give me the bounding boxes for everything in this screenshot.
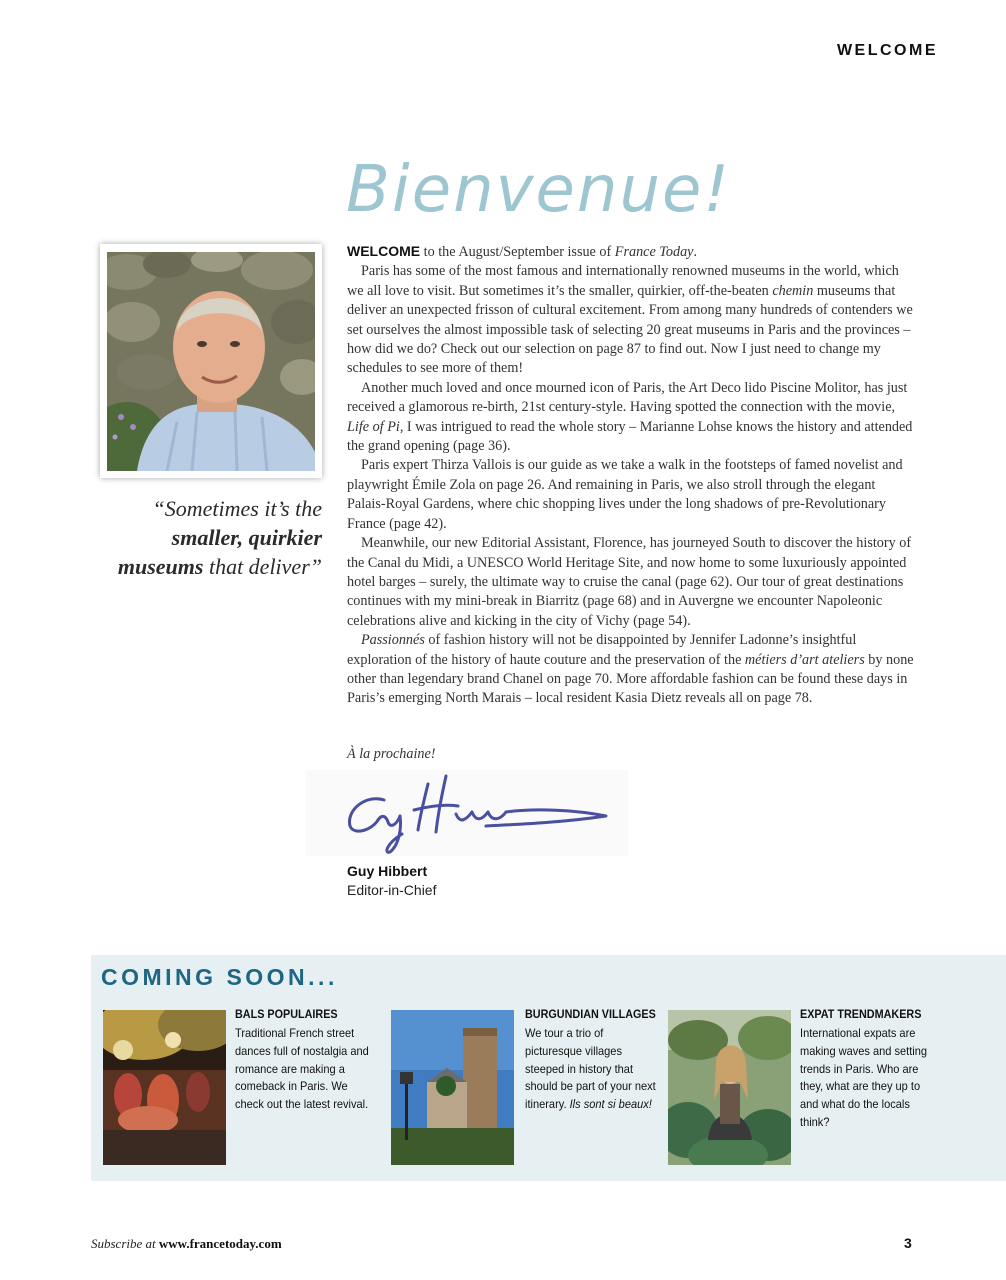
letter-italic: métiers d’art ateliers [744,651,865,668]
teaser-heading: BALS POPULAIRES [235,1007,338,1021]
pull-quote-emphasis: museums [117,554,204,579]
subscribe-prefix: Subscribe at [91,1236,156,1251]
teaser-heading: EXPAT TRENDMAKERS [800,1007,922,1021]
magazine-title: France Today [614,244,694,260]
letter-text: Paris has some of the most famous and internationally renowned museums in the world, which we all love to visit. But sometimes it’s the smaller, quirkier, off-the-beaten [347,263,899,299]
letter-text: museums that deliver an unexpected frisson of cultural excitement. From among many hundreds of contenders we set ourselves the almost impossible task of selecting 20 great museums in Paris and the provinces – how did we do? Check out our selection on page 87 to find out. Now I just need to change my schedules to see more of them! [347,282,913,377]
coming-soon-title: COMING SOON... [101,964,338,990]
teaser-body: Traditional French street dances full of nostalgia and romance are making a comeback in Paris. We check out the latest revival. [235,1026,369,1112]
letter-text: Another much loved and once mourned icon of Paris, the Art Deco lido Piscine Molitor, has just received a glamorous re-birth, 21st century-style. Having spotted the connection with the movie, [347,379,908,416]
letter-paragraph [347,242,917,262]
letter-italic: chemin [772,282,814,299]
expat-trendmakers-photo [668,1010,791,1165]
pull-quote-line3: that deliver” [208,554,322,579]
letter-text: by none other than legendary brand Chanel on page 70. More affordable fashion can be found these days in Paris’s emerging North Marais – local resident Kasia Dietz reveals all on page 78. [347,651,914,707]
editor-letter [347,242,917,709]
teaser-body: International expats are making waves and setting trends in Paris. Who are they, what are they up to and what do the locals think? [800,1026,928,1129]
letter-paragraph: Paris expert Thirza Vallois is our guide as we take a walk in the footsteps of famed novelist and playwright Émile Zola on page 26. And remaining in Paris, we also stroll through the elegant Palais-Royal Gardens, where chic shopping lives under the long shadows of pre-Revolutionary France (page 42). [347,457,903,532]
page-number: 3 [904,1235,912,1251]
teaser-heading: BURGUNDIAN VILLAGES [525,1007,656,1021]
letter-text: to the August/September issue of [420,244,615,260]
letter-text: , I was intrigued to read the whole story – Marianne Lohse knows the history and attended the grand opening (page 36). [347,418,913,455]
letter-lead: WELCOME [347,243,421,259]
teaser-italic: Ils sont si beaux! [569,1097,652,1112]
letter-paragraph [347,631,917,709]
subscribe-url[interactable]: www.francetoday.com [158,1236,282,1251]
teaser-body: We tour a trio of picturesque villages steeped in history that should be part of your next itinerary. [525,1026,656,1112]
sign-off: À la prochaine! [347,746,436,762]
letter-text: . [693,244,698,260]
subscribe-line [91,1236,282,1252]
pull-quote-line1: “Sometimes it’s the [152,496,322,521]
pull-quote-line2: smaller, quirkier [171,525,322,550]
letter-text: of fashion history will not be disappointed by Jennifer Ladonne’s insightful exploration of the history of haute couture and the preservation of the [347,632,857,668]
letter-italic: Life of Pi [347,418,400,435]
handwritten-signature [306,770,628,856]
coming-soon-panel [91,955,1006,1181]
letter-paragraph [347,379,917,457]
editor-name: Guy Hibbert [347,863,428,879]
letter-paragraph [347,262,917,378]
teaser-text [525,1025,661,1114]
teaser-text [235,1025,371,1114]
letter-italic: Passionnés [361,632,425,649]
editor-title: Editor-in-Chief [347,882,437,898]
headline: Bienvenue! [346,153,732,227]
teaser-text [800,1025,936,1132]
pull-quote [60,494,322,581]
burgundian-villages-photo [391,1010,514,1165]
bals-populaires-photo [103,1010,226,1165]
letter-paragraph: Meanwhile, our new Editorial Assistant, Florence, has journeyed South to discover the history of the Canal du Midi, a UNESCO World Heritage Site, and now home to some luxuriously appointed hotel barges – surely, the ultimate way to cruise the canal (page 62). Our tour of great destinations continues with my mini-break in Biarritz (page 68) and in Auvergne we encounter Napoleonic celebrations alive and kicking in the city of Vichy (page 54). [347,535,912,629]
section-label: WELCOME [836,42,938,59]
editor-portrait [100,244,322,478]
